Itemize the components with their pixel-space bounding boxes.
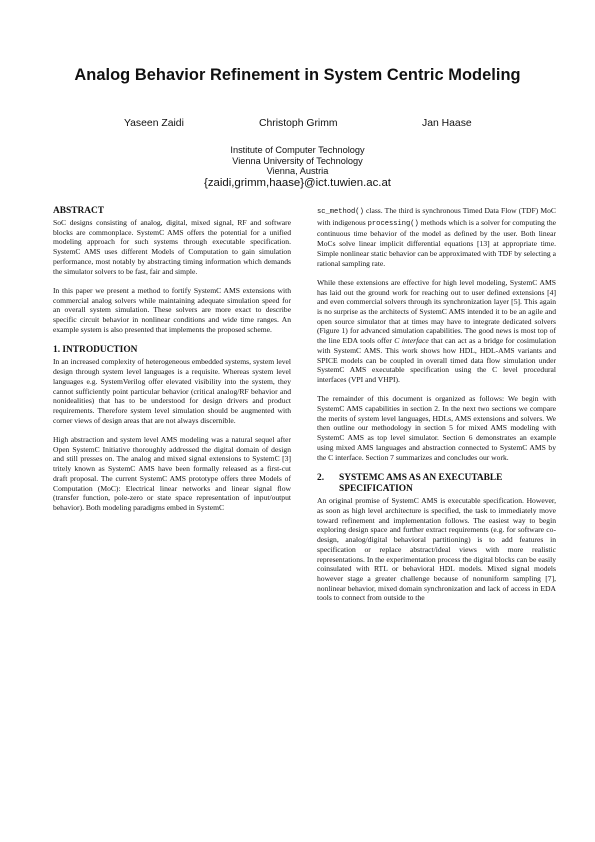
affiliation-institute: Institute of Computer Technology: [230, 145, 365, 155]
section-number: 2.: [317, 473, 325, 484]
section-title-line: SPECIFICATION: [339, 484, 413, 495]
body-paragraph: [317, 278, 556, 385]
abstract-heading: ABSTRACT: [53, 206, 105, 216]
body-paragraph: An original promise of SystemC AMS is executable specification. However, as soon as high level architecture is specified, the task to immediately move toward refinement and implementation follows. The easiest way to begin exploring design space and further extract requirements (e.g. for software co-design, analog/digital behavioral partitioning) is to add features in specification or replace abstract/ideal views with more realistic representations. In the experimentation process the digital blocks can be easily coinsulated with RTL or behavioral HDL models. Mixed signal models however stage a greater challenge because of nonuniform sampling [7], nonlinear behavior, mixed domain synchronization and lack of access in EDA tools to connect from outside to the: [317, 496, 556, 603]
text-run: methods which is a solver for computing the continuous time behavior of the model as defined by the user. Both linear MoCs solve linear implicit differential equations [13] at appropriate time. Simple nonlinear static behavior can be approximated with TDF by selecting a rational sampling rate.: [317, 217, 556, 268]
section-heading-systemc-ams: [317, 473, 556, 495]
inline-code: processing(): [367, 219, 419, 228]
affiliation-location: Vienna, Austria: [266, 166, 329, 177]
left-column: [53, 206, 291, 513]
author-name: Yaseen Zaidi: [124, 118, 184, 129]
author-name: Jan Haase: [422, 118, 472, 129]
body-paragraph: The remainder of this document is organized as follows: We begin with SystemC AMS capabilities in section 2. In the next two sections we compare the merits of system level languages, HDLs, AMS extensions and solvers. We then outline our methodology in section 5 for mixed AMS modeling with SystemC AMS as top level simulator. Section 6 demonstrates an example using mixed AMS languages and abstraction connected to SystemC AMS by the C interface. Section 7 summarizes and concludes our work.: [317, 394, 556, 462]
right-column: [317, 206, 556, 603]
section-heading-introduction: 1. INTRODUCTION: [53, 345, 138, 356]
body-paragraph: High abstraction and system level AMS modeling was a natural sequel after Open SystemC Initiative thoroughly addressed the digital domain of design and still presses on. The analog and mixed signal extensions to SystemC [3] tritely known as SystemC AMS have been formally released as a first-cut draft proposal. The current SystemC AMS prototype offers three Models of Computation (MoC): Electrical linear networks and linear signal flow (transfer function, pole-zero or state space representation of input/output behavior). Both modeling paradigms embed in SystemC: [53, 434, 291, 512]
abstract-paragraph: SoC designs consisting of analog, digital, mixed signal, RF and software blocks are commonplace. SystemC AMS offers the potential for a unified modeling approach for such systems through executable specification. SystemC AMS uses different Models of Computation to gain simulation performance, most notably by abstracting timing information which demands the simulator solvers to be fast, fair and simple.: [53, 218, 291, 276]
affiliation-block: [0, 145, 595, 190]
author-name: Christoph Grimm: [259, 118, 338, 129]
text-run: While these extensions are effective for high level modeling, SystemC AMS has laid out the ground work for reaching out to user defined extensions [4] and even commercial solvers through its synchronization layer [5]. This again is no surprise as the architects of SystemC AMS intended it to be an agile and open source simulator that at times may have to integrate dedicated solvers (Figure 1) for advanced simulation capabilities. The good news is most top of the line EDA tools offer: [317, 277, 556, 346]
affiliation-university: Vienna University of Technology: [232, 155, 363, 166]
body-paragraph: In an increased complexity of heterogeneous embedded systems, system level design through system level languages is a requisite. Whereas system level languages e.g. SystemVerilog offer elevated visibility into the system, they cannot sufficiently point particular behavior (critical analog/RF behavior and nonidealities) that has to be understood for design drivers and product requirements. Therefore system level simulation should be augmented with corner views of design areas that are not always discernible.: [53, 357, 291, 425]
body-paragraph: [317, 206, 556, 268]
inline-code: sc_method(): [317, 208, 364, 216]
abstract-paragraph: In this paper we present a method to fortify SystemC AMS extensions with commercial analog solvers while maintaining adequate simulation speed for an overall system simulation. These solvers are more exact to describe specific circuit behavior in nonlinear conditions and wide time ranges. An example system is also presented that implements the proposed scheme.: [53, 285, 291, 334]
section-title-line: SYSTEMC AMS AS AN EXECUTABLE: [339, 473, 503, 484]
emphasis-text: C interface: [394, 336, 429, 346]
text-run: class. The third is synchronous Timed Data Flow (TDF) MoC with indigenous: [317, 206, 556, 227]
text-run: that can act as a bridge for cosimulation with SystemC AMS. This work shows how HDL, HDL-AMS variants and SPICE models can be coupled in overall timed data flow simulation under SystemC AMS executable specification using the C level procedural interfaces (VPI and VHPI).: [317, 336, 556, 384]
author-email: {zaidi,grimm,haase}@ict.tuwien.ac.at: [204, 176, 391, 189]
paper-title: Analog Behavior Refinement in System Centric Modeling: [74, 66, 521, 84]
